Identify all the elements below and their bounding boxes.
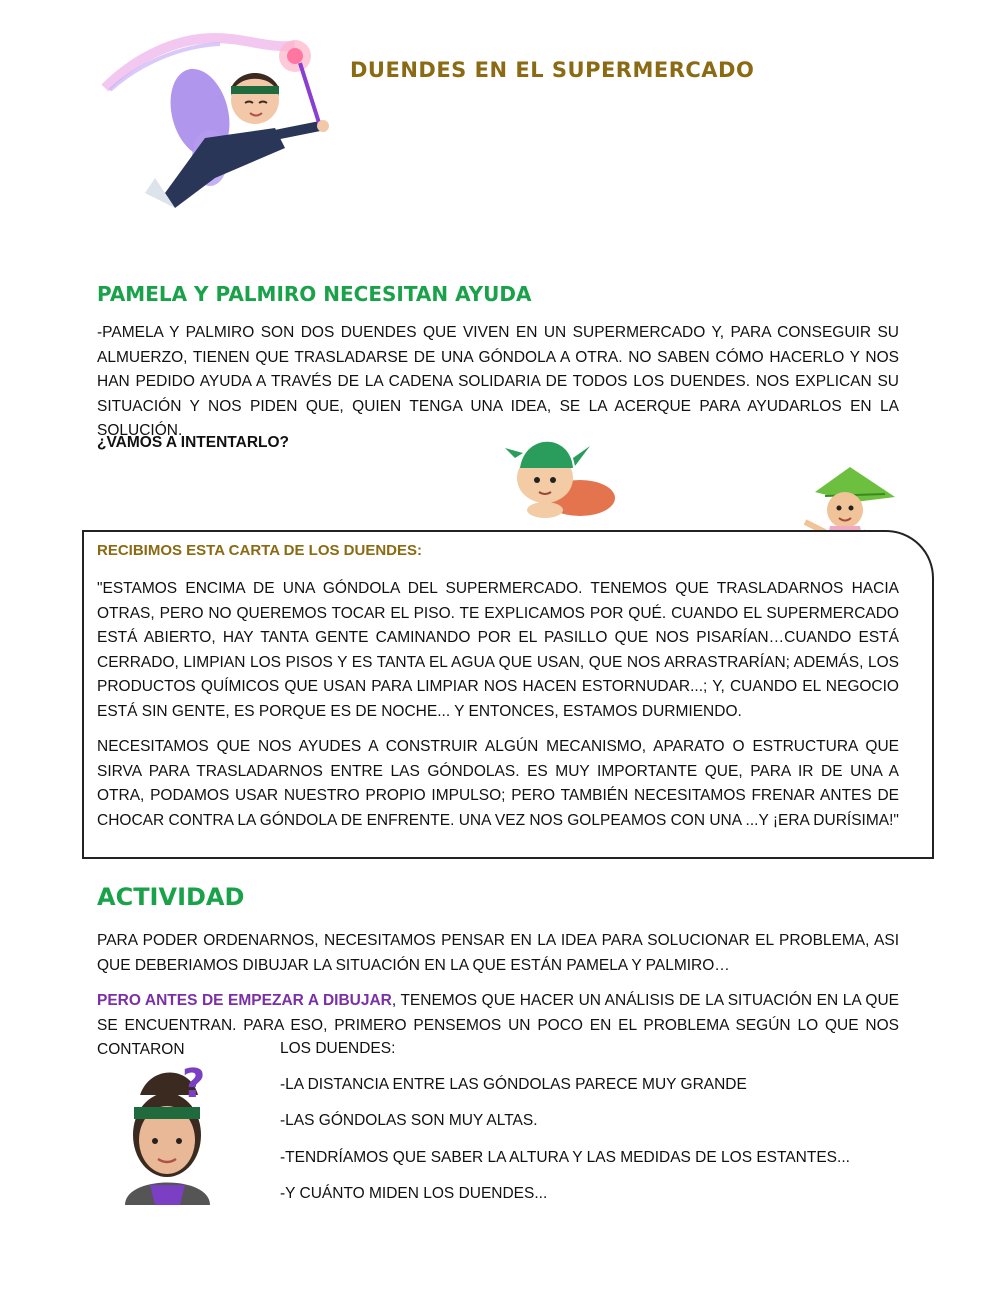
section1-heading: PAMELA Y PALMIRO NECESITAN AYUDA	[97, 282, 532, 306]
elf-lying-illustration	[505, 428, 620, 523]
letter-paragraph-2: NECESITAMOS QUE NOS AYUDES A CONSTRUIR ALGÚN MECANISMO, APARATO O ESTRUCTURA QUE SIRVA PARA TRASLADARNOS ENTRE LAS GÓNDOLAS. ES MUY IMPORTANTE QUE, PARA IR DE UNA A OTRA, PODAMOS USAR NUESTRO PROPIO IMPULSO; PERO TAMBIÉN NECESITAMOS FRENAR ANTES DE CHOCAR CONTRA LA GÓNDOLA DE ENFRENTE. UNA VEZ NOS GOLPEAMOS CON UNA ...Y ¡ERA DURÍSIMA!"	[97, 738, 899, 829]
activity-paragraph-2-tail: LOS DUENDES:	[280, 1040, 396, 1057]
fairy-illustration	[95, 18, 335, 228]
activity-item-3: -TENDRÍAMOS QUE SABER LA ALTURA Y LAS MEDIDAS DE LOS ESTANTES...	[280, 1149, 850, 1166]
letter-heading: RECIBIMOS ESTA CARTA DE LOS DUENDES:	[97, 542, 423, 559]
activity-heading: ACTIVIDAD	[97, 883, 245, 911]
activity-paragraph-2-rest: , TENEMOS QUE HACER UN ANÁLISIS DE LA SITUACIÓN EN LA QUE SE ENCUENTRAN. PARA ESO, PRIMERO PENSEMOS UN POCO EN EL PROBLEMA SEGÚN LO QUE NOS CONTARON	[97, 992, 899, 1058]
activity-paragraph-1: PARA PODER ORDENARNOS, NECESITAMOS PENSAR EN LA IDEA PARA SOLUCIONAR EL PROBLEMA, ASI QUE DEBERIAMOS DIBUJAR LA SITUACIÓN EN LA QUE ESTÁN PAMELA Y PALMIRO…	[97, 932, 899, 974]
page-title: DUENDES EN EL SUPERMERCADO	[350, 58, 755, 82]
letter-paragraph-1: "ESTAMOS ENCIMA DE UNA GÓNDOLA DEL SUPERMERCADO. TENEMOS QUE TRASLADARNOS HACIA OTRAS, PERO NO QUEREMOS TOCAR EL PISO. TE EXPLICAMOS POR QUÉ. CUANDO EL SUPERMERCADO ESTÁ ABIERTO, HAY TANTA GENTE CAMINANDO POR EL PASILLO QUE NOS PISARÍAN…CUANDO ESTÁ CERRADO, LIMPIAN LOS PISOS Y ES TANTA EL AGUA QUE USAN, QUE NOS ARRASTRARÍAN; ADEMÁS, LOS PRODUCTOS QUÍMICOS QUE USAN PARA LIMPIAR NOS HACEN ESTORNUDAR...; Y, CUANDO EL NEGOCIO ESTÁ SIN GENTE, ES PORQUE ES DE NOCHE... Y ENTONCES, ESTAMOS DURMIENDO.	[97, 580, 899, 720]
section1-paragraph: -PAMELA Y PALMIRO SON DOS DUENDES QUE VIVEN EN UN SUPERMERCADO Y, PARA CONSEGUIR SU ALMUERZO, TIENEN QUE TRASLADARSE DE UNA GÓNDOLA A OTRA. NO SABEN CÓMO HACERLO Y NOS HAN PEDIDO AYUDA A TRAVÉS DE LA CADENA SOLIDARIA DE TODOS LOS DUENDES. NOS EXPLICAN SU SITUACIÓN Y NOS PIDEN QUE, QUIEN TENGA UNA IDEA, SE LA ACERQUE PARA AYUDARLOS EN LA SOLUCIÓN.	[97, 324, 899, 439]
activity-item-1: -LA DISTANCIA ENTRE LAS GÓNDOLAS PARECE MUY GRANDE	[280, 1076, 747, 1093]
section1-question: ¿VAMOS A INTENTARLO?	[97, 434, 290, 451]
question-mark-icon: ?	[182, 1061, 206, 1107]
activity-highlight: PERO ANTES DE EMPEZAR A DIBUJAR	[97, 992, 392, 1009]
activity-item-2: -LAS GÓNDOLAS SON MUY ALTAS.	[280, 1112, 538, 1129]
activity-paragraph-2	[97, 989, 899, 1063]
activity-item-4: -Y CUÁNTO MIDEN LOS DUENDES...	[280, 1185, 548, 1202]
thinking-avatar-illustration	[110, 1055, 225, 1210]
